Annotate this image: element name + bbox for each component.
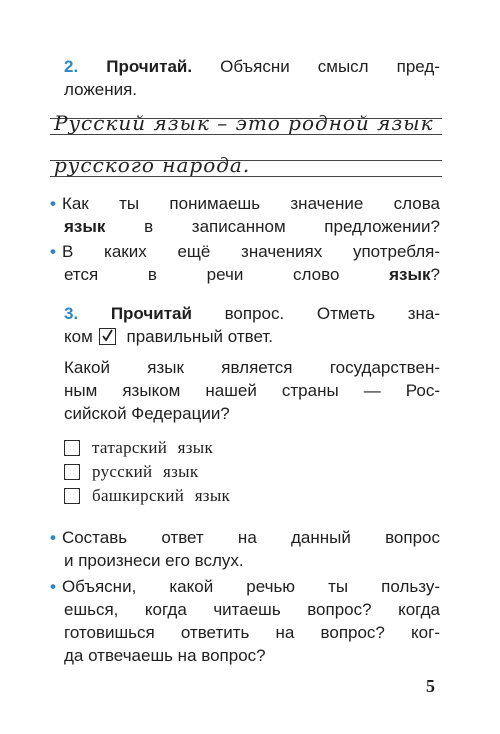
question-4-line-2: ешься, когда читаешь вопрос? когда <box>64 600 440 619</box>
question-1-text-2: в записанном предложении? <box>144 217 440 236</box>
task-3-text-post: правильный ответ. <box>126 327 273 346</box>
question-3-text: Составь ответ на данный вопрос <box>61 528 440 547</box>
question-1-line-1 <box>50 192 440 215</box>
question-2-text: В каких ещё значениях употребля- <box>61 242 440 261</box>
task-3-line-1-text: вопрос. Отметь зна- <box>224 304 441 323</box>
question-text-line-1: Какой язык является государствен- <box>64 358 440 377</box>
bullet-icon: • <box>50 194 56 213</box>
question-1-line-2 <box>50 215 440 238</box>
task-2-number: 2. <box>64 57 79 76</box>
question-4-line-1 <box>50 575 440 598</box>
question-text-line-2: ным языком нашей страны — Рос- <box>64 381 440 400</box>
task-3-number: 3. <box>64 304 79 323</box>
keyword-yazyk: язык <box>389 265 431 284</box>
question-2-text-2: ется в речи слово <box>64 265 340 284</box>
question-text <box>64 356 440 425</box>
question-2-line-1 <box>50 240 440 263</box>
checkbox-checked-icon <box>99 328 116 345</box>
option-russian-label: русский язык <box>92 462 199 481</box>
task-3-verb: Прочитай <box>110 304 192 323</box>
keyword-yazyk: язык <box>64 217 106 236</box>
handwriting-line-2 <box>50 154 442 178</box>
checkbox-russian[interactable] <box>64 464 80 480</box>
option-russian[interactable] <box>64 461 198 483</box>
question-4-text: Объясни, какой речью ты пользу- <box>61 577 440 596</box>
bullet-icon: • <box>50 528 56 547</box>
question-text-line-3: сийской Федерации? <box>64 404 230 423</box>
option-bashkir-label: башкирский язык <box>92 486 231 505</box>
task-3-line-2 <box>64 325 440 348</box>
task-3-line-1 <box>64 302 440 325</box>
question-4-line-3: готовишься ответить на вопрос? ког- <box>64 623 440 642</box>
option-tatar[interactable] <box>64 437 213 459</box>
question-1 <box>50 192 440 238</box>
bullet-icon: • <box>50 242 56 261</box>
checkbox-bashkir[interactable] <box>64 488 80 504</box>
handwriting-line-1 <box>50 112 442 136</box>
option-bashkir[interactable] <box>64 485 230 507</box>
task-2-line-1-text: Объясни смысл пред- <box>220 57 440 76</box>
checkbox-tatar[interactable] <box>64 440 80 456</box>
question-4-line-4: да отвечаешь на вопрос? <box>64 646 266 665</box>
question-1-text: Как ты понимаешь значение слова <box>61 194 440 213</box>
task-2-verb: Прочитай. <box>106 57 193 76</box>
task-3-text-pre: ком <box>64 327 93 346</box>
question-4 <box>50 575 440 667</box>
question-mark: ? <box>430 265 440 284</box>
task-2-line-2: ложения. <box>64 80 138 99</box>
question-2-line-2 <box>50 263 440 286</box>
question-3-line-2: и произнеси его вслух. <box>64 551 244 570</box>
handwriting-text-1: Русский язык – это родной язык <box>54 111 434 135</box>
task-2-instruction <box>64 55 440 101</box>
task-3-instruction <box>64 302 440 348</box>
bullet-icon: • <box>50 577 56 596</box>
option-tatar-label: татарский язык <box>92 438 214 457</box>
page-number: 5 <box>426 676 435 696</box>
task-2-line-1 <box>64 55 440 78</box>
question-3 <box>50 526 440 572</box>
handwriting-text-2: русского народа. <box>54 153 251 177</box>
question-2 <box>50 240 440 286</box>
question-3-line-1 <box>50 526 440 549</box>
